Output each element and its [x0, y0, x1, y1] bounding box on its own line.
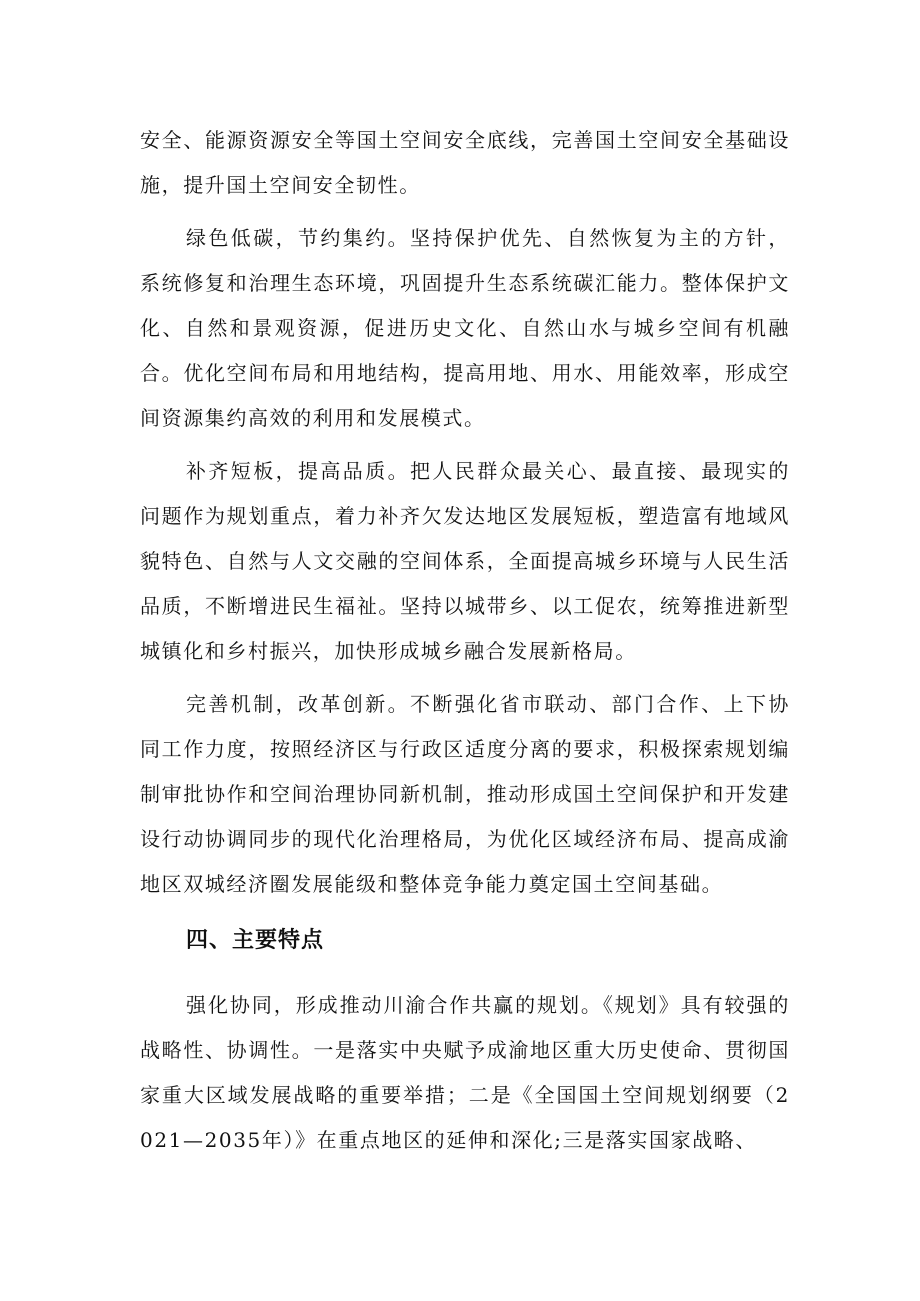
section-heading: 四、主要特点	[186, 928, 325, 953]
paragraph-strengthen-coordination: 强化协同，形成推动川渝合作共赢的规划。《规划》具有较强的战略性、协调性。一是落实中央赋予成渝地区重大历史使命、贯彻国家重大区域发展战略的重要举措；二是《全国国土空间规划纲要（2021—2035年）》在重点地区的延伸和深化;三是落实国家战略、	[140, 993, 790, 1152]
paragraph-green-low-carbon: 绿色低碳，节约集约。坚持保护优先、自然恢复为主的方针，系统修复和治理生态环境，巩固提升生态系统碳汇能力。整体保护文化、自然和景观资源，促进历史文化、自然山水与城乡空间有机融合。优化空间布局和用地结构，提高用地、用水、用能效率，形成空间资源集约高效的利用和发展模式。	[140, 226, 790, 430]
paragraph-continued: 安全、能源资源安全等国土空间安全底线，完善国土空间安全基础设施，提升国土空间安全韧性。	[140, 128, 790, 197]
document-body	[140, 118, 790, 1163]
paragraph-fill-shortcomings: 补齐短板，提高品质。把人民群众最关心、最直接、最现实的问题作为规划重点，着力补齐欠发达地区发展短板，塑造富有地域风貌特色、自然与人文交融的空间体系，全面提高城乡环境与人民生活品质，不断增进民生福祉。坚持以城带乡、以工促农，统筹推进新型城镇化和乡村振兴，加快形成城乡融合发展新格局。	[140, 459, 790, 663]
paragraph-improve-mechanism: 完善机制，改革创新。不断强化省市联动、部门合作、上下协同工作力度，按照经济区与行政区适度分离的要求，积极探索规划编制审批协作和空间治理协同新机制，推动形成国土空间保护和开发建设行动协调同步的现代化治理格局，为优化区域经济布局、提高成渝地区双城经济圈发展能级和整体竞争能力奠定国土空间基础。	[140, 692, 790, 896]
